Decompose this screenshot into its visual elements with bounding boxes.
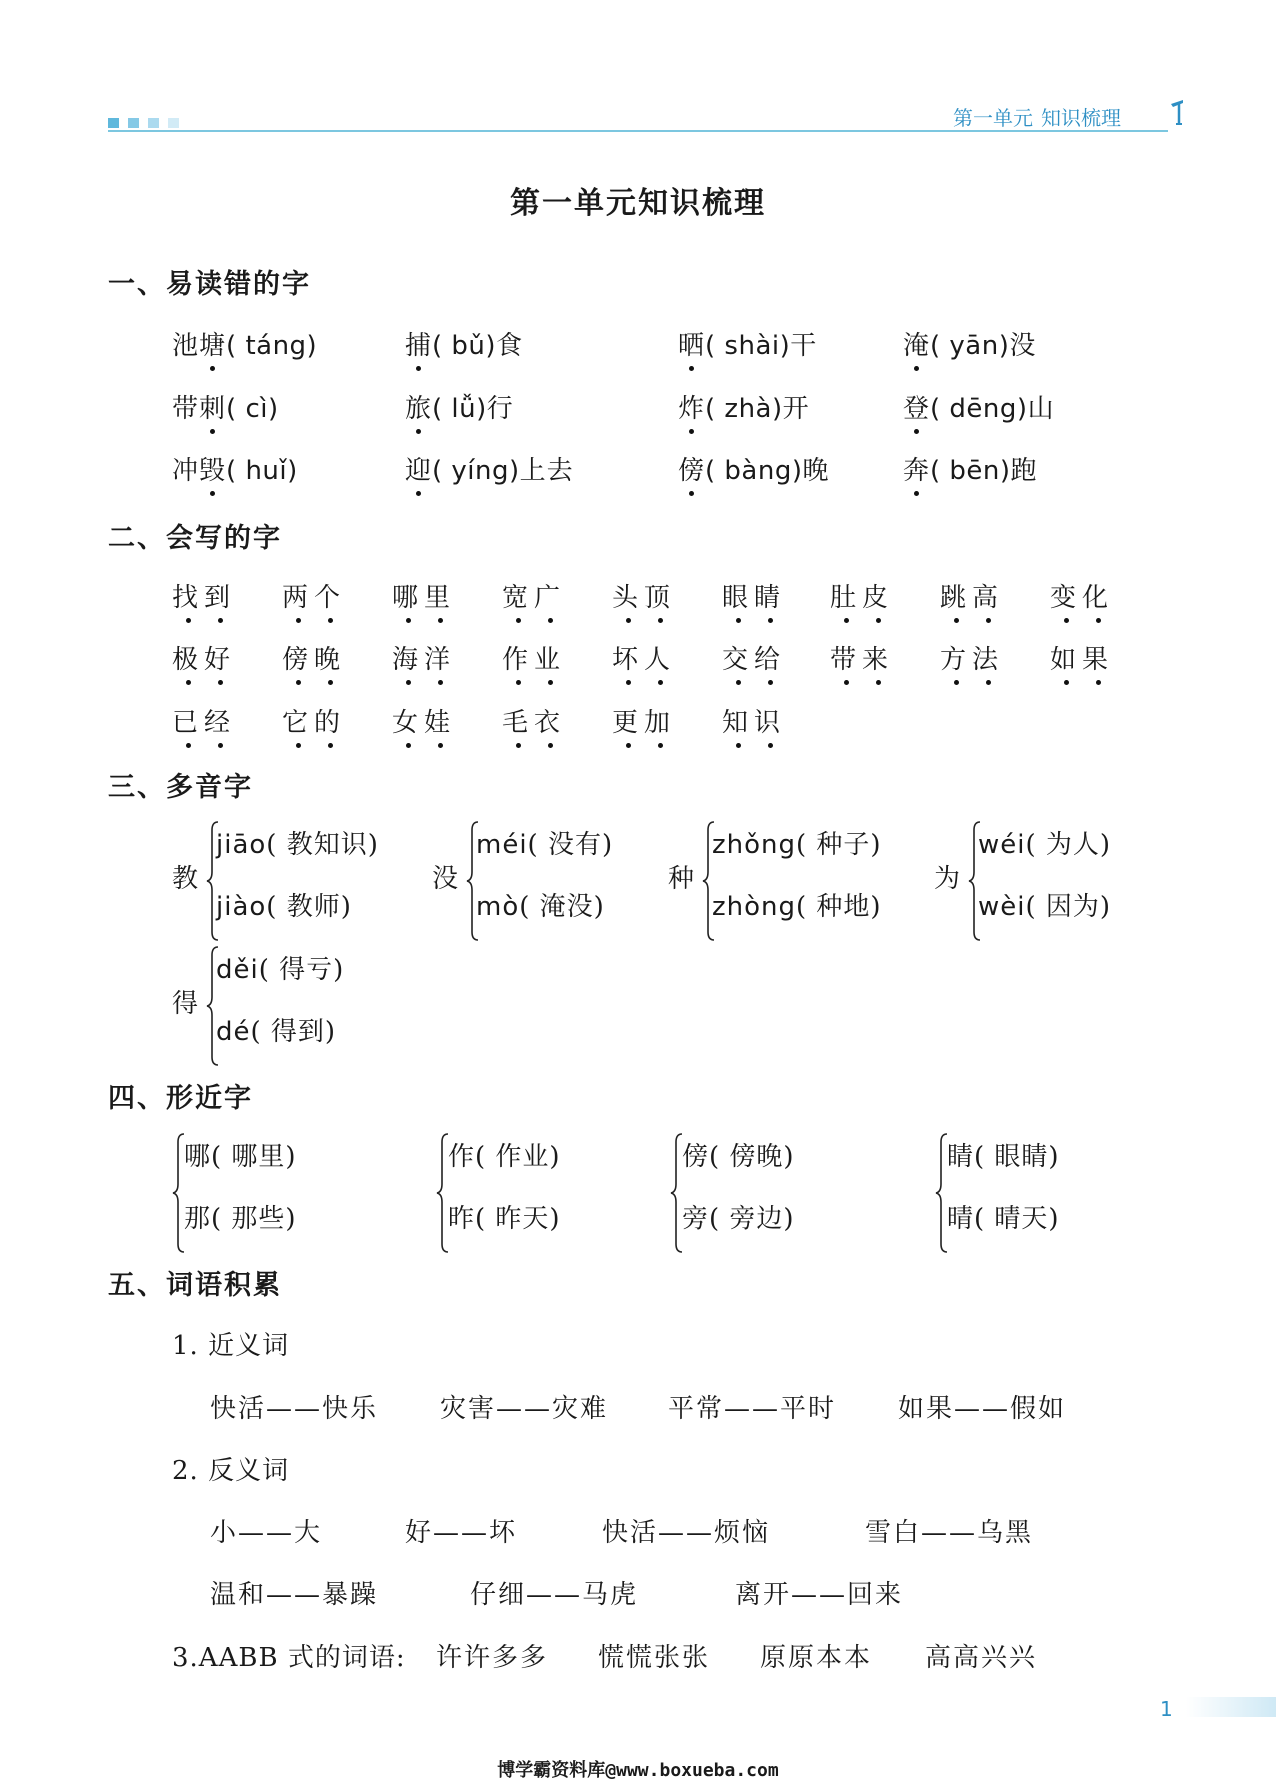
example-word: ( 因为): [1025, 892, 1112, 922]
example-word: ( 得到): [250, 1017, 337, 1047]
emphasized-char: 刺: [199, 388, 226, 425]
word-pair: 高高兴兴: [925, 1643, 1038, 1673]
pinyin: ( dēng): [930, 394, 1028, 424]
polyphone-option: [216, 886, 352, 923]
word-pair: 原原本本: [760, 1643, 873, 1673]
emphasized-char: 娃: [424, 702, 456, 739]
emphasized-char: 经: [204, 702, 236, 739]
emphasized-char: 极: [172, 639, 204, 676]
char-text: 带: [172, 394, 200, 424]
char-text: 山: [1027, 394, 1055, 424]
example-word: ( 种子): [796, 830, 882, 860]
pinyin: méi: [476, 830, 528, 860]
writing-word: [940, 639, 1004, 676]
pinyin: děi: [216, 955, 259, 985]
synonyms-subheading: 1. 近义词: [172, 1331, 290, 1361]
emphasized-char: 衣: [534, 702, 566, 739]
similar-char-item: 晴( 晴天): [947, 1204, 1060, 1234]
header-decoration: [108, 113, 188, 123]
pinyin: ( zhà): [705, 394, 783, 424]
emphasized-char: 迎: [405, 450, 432, 487]
misread-char-item: [678, 450, 830, 487]
emphasized-char: 睛: [754, 577, 786, 614]
pinyin: mò: [476, 892, 520, 922]
char-text: 池: [172, 331, 200, 361]
writing-word: [392, 702, 456, 739]
misread-char-item: [172, 325, 317, 362]
polyphone-group: [668, 820, 928, 940]
emphasized-char: 来: [862, 639, 894, 676]
word-pair: 如果——假如: [898, 1394, 1067, 1424]
emphasized-char: 傍: [678, 450, 705, 487]
writing-word: [940, 577, 1004, 614]
writing-word: [722, 639, 786, 676]
emphasized-char: 找: [172, 577, 204, 614]
page-number: 1: [1160, 1697, 1173, 1721]
footer-watermark: 博学霸资料库@www.boxueba.com: [497, 1760, 779, 1781]
char-text: 跑: [1010, 456, 1038, 486]
header-square: [168, 118, 179, 128]
aabb-subheading: 3.AABB 式的词语:: [172, 1643, 406, 1673]
word-pair: 小——大: [210, 1518, 323, 1548]
pinyin: ( yān): [930, 331, 1010, 361]
emphasized-char: 炸: [678, 388, 705, 425]
header-square: [128, 118, 139, 128]
misread-char-item: [903, 450, 1038, 487]
char-text: 行: [486, 394, 514, 424]
example-word: ( 为人): [1025, 830, 1112, 860]
emphasized-char: 顶: [644, 577, 676, 614]
emphasized-char: 好: [204, 639, 236, 676]
polyphone-option: [216, 1011, 336, 1048]
similar-char-item: 旁( 旁边): [682, 1204, 795, 1234]
polyphone-char: 教: [172, 864, 199, 894]
pinyin: ( táng): [226, 331, 318, 361]
writing-word: [282, 702, 346, 739]
emphasized-char: 识: [754, 702, 786, 739]
pinyin: zhǒng: [712, 830, 797, 860]
emphasized-char: 哪: [392, 577, 424, 614]
emphasized-char: 傍: [282, 639, 314, 676]
section-heading-2: 二、会写的字: [108, 523, 282, 554]
misread-char-item: [172, 450, 298, 487]
emphasized-char: 个: [314, 577, 346, 614]
word-pair: 灾害——灾难: [440, 1394, 609, 1424]
char-text: 食: [496, 331, 524, 361]
emphasized-char: 宽: [502, 577, 534, 614]
pinyin: ( bǔ): [432, 331, 497, 361]
writing-word: [392, 577, 456, 614]
example-word: ( 没有): [527, 830, 614, 860]
word-pair: 仔细——马虎: [470, 1580, 639, 1610]
writing-word: [502, 702, 566, 739]
header-square: [108, 118, 119, 128]
section-heading-5: 五、词语积累: [108, 1270, 282, 1301]
emphasized-char: 里: [424, 577, 456, 614]
emphasized-char: 作: [502, 639, 534, 676]
emphasized-char: 知: [722, 702, 754, 739]
polyphone-char: 种: [668, 864, 695, 894]
example-word: ( 教知识): [266, 830, 379, 860]
emphasized-char: 交: [722, 639, 754, 676]
misread-char-item: [903, 325, 1036, 362]
similar-chars-group: [670, 1132, 890, 1252]
emphasized-char: 带: [830, 639, 862, 676]
emphasized-char: 果: [1082, 639, 1114, 676]
emphasized-char: 晚: [314, 639, 346, 676]
similar-chars-group: [172, 1132, 392, 1252]
word-pair: 快活——快乐: [210, 1394, 379, 1424]
emphasized-char: 更: [612, 702, 644, 739]
emphasized-char: 高: [972, 577, 1004, 614]
polyphone-char: 为: [934, 864, 961, 894]
emphasized-char: 毛: [502, 702, 534, 739]
writing-word: [172, 639, 236, 676]
antonyms-subheading: 2. 反义词: [172, 1456, 290, 1486]
polyphone-char: 得: [172, 989, 199, 1019]
polyphone-option: [476, 886, 605, 923]
polyphone-option: [476, 824, 613, 861]
pinyin: ( yíng): [432, 456, 520, 486]
emphasized-char: 它: [282, 702, 314, 739]
emphasized-char: 化: [1082, 577, 1114, 614]
char-text: 没: [1009, 331, 1037, 361]
char-text: 干: [790, 331, 818, 361]
emphasized-char: 洋: [424, 639, 456, 676]
emphasized-char: 捕: [405, 325, 432, 362]
emphasized-char: 如: [1050, 639, 1082, 676]
emphasized-char: 晒: [678, 325, 705, 362]
writing-word: [282, 577, 346, 614]
misread-char-item: [405, 388, 514, 425]
emphasized-char: 加: [644, 702, 676, 739]
pinyin: zhòng: [712, 892, 797, 922]
page-title: 第一单元知识梳理: [510, 186, 766, 221]
emphasized-char: 人: [644, 639, 676, 676]
similar-char-item: 傍( 傍晚): [682, 1142, 795, 1172]
emphasized-char: 奔: [903, 450, 930, 487]
pinyin: ( shài): [705, 331, 791, 361]
pinyin: ( bàng): [705, 456, 803, 486]
char-text: 开: [782, 394, 810, 424]
emphasized-char: 海: [392, 639, 424, 676]
pinyin: ( huǐ): [226, 456, 298, 486]
emphasized-char: 方: [940, 639, 972, 676]
polyphone-option: [216, 824, 379, 861]
section-heading-1: 一、易读错的字: [108, 269, 311, 300]
emphasized-char: 女: [392, 702, 424, 739]
polyphone-option: [712, 824, 882, 861]
writing-word: [612, 639, 676, 676]
writing-word: [502, 639, 566, 676]
emphasized-char: 变: [1050, 577, 1082, 614]
header-unit-label: [953, 102, 1121, 131]
misread-char-item: [405, 325, 523, 362]
header-topic: 知识梳理: [1041, 106, 1121, 130]
example-word: ( 淹没): [519, 892, 605, 922]
polyphone-group: [934, 820, 1194, 940]
emphasized-char: 法: [972, 639, 1004, 676]
graduation-cap-icon: [1170, 98, 1184, 128]
misread-char-item: [678, 325, 817, 362]
similar-char-item: 昨( 昨天): [448, 1204, 561, 1234]
pinyin: ( bēn): [930, 456, 1011, 486]
emphasized-char: 的: [314, 702, 346, 739]
polyphone-group: [172, 820, 432, 940]
writing-word: [392, 639, 456, 676]
emphasized-char: 淹: [903, 325, 930, 362]
polyphone-option: [978, 824, 1111, 861]
writing-word: [722, 702, 786, 739]
char-text: 上去: [519, 456, 574, 486]
similar-char-item: 睛( 眼睛): [947, 1142, 1060, 1172]
writing-word: [612, 577, 676, 614]
word-pair: 好——坏: [405, 1518, 518, 1548]
emphasized-char: 皮: [862, 577, 894, 614]
word-pair: 离开——回来: [735, 1580, 904, 1610]
pinyin: wéi: [978, 830, 1026, 860]
emphasized-char: 头: [612, 577, 644, 614]
writing-word: [282, 639, 346, 676]
emphasized-char: 跳: [940, 577, 972, 614]
example-word: ( 得亏): [258, 955, 345, 985]
emphasized-char: 肚: [830, 577, 862, 614]
char-text: 冲: [172, 456, 200, 486]
example-word: ( 种地): [796, 892, 882, 922]
polyphone-option: [216, 949, 344, 986]
writing-word: [830, 577, 894, 614]
similar-chars-group: [436, 1132, 656, 1252]
polyphone-group: [432, 820, 695, 940]
emphasized-char: 业: [534, 639, 566, 676]
header-square: [148, 118, 159, 128]
writing-word: [172, 702, 236, 739]
word-pair: 快活——烦恼: [602, 1518, 771, 1548]
misread-char-item: [405, 450, 574, 487]
polyphone-option: [712, 886, 882, 923]
emphasized-char: 两: [282, 577, 314, 614]
pinyin: dé: [216, 1017, 251, 1047]
polyphone-option: [978, 886, 1111, 923]
emphasized-char: 到: [204, 577, 236, 614]
writing-word: [1050, 639, 1114, 676]
pinyin: ( cì): [226, 394, 279, 424]
emphasized-char: 塘: [199, 325, 226, 362]
misread-char-item: [903, 388, 1055, 425]
page-number-bar: [1186, 1697, 1276, 1717]
word-pair: 温和——暴躁: [210, 1580, 379, 1610]
emphasized-char: 登: [903, 388, 930, 425]
emphasized-char: 已: [172, 702, 204, 739]
emphasized-char: 广: [534, 577, 566, 614]
writing-word: [612, 702, 676, 739]
similar-char-item: 哪( 哪里): [184, 1142, 297, 1172]
emphasized-char: 眼: [722, 577, 754, 614]
section-heading-3: 三、多音字: [108, 772, 253, 803]
emphasized-char: 给: [754, 639, 786, 676]
pinyin: jiào: [216, 892, 267, 922]
emphasized-char: 毁: [199, 450, 226, 487]
similar-char-item: 作( 作业): [448, 1142, 561, 1172]
section-heading-4: 四、形近字: [108, 1083, 253, 1114]
writing-word: [172, 577, 236, 614]
char-text: 晚: [802, 456, 830, 486]
polyphone-char: 没: [432, 864, 459, 894]
writing-word: [1050, 577, 1114, 614]
writing-word: [502, 577, 566, 614]
misread-char-item: [678, 388, 810, 425]
word-pair: 许许多多: [436, 1643, 549, 1673]
example-word: ( 教师): [266, 892, 352, 922]
word-pair: 慌慌张张: [598, 1643, 711, 1673]
similar-chars-group: [935, 1132, 1155, 1252]
word-pair: 平常——平时: [668, 1394, 837, 1424]
pinyin: jiāo: [216, 830, 267, 860]
similar-char-item: 那( 那些): [184, 1204, 297, 1234]
pinyin: ( lǚ): [432, 394, 487, 424]
word-pair: 雪白——乌黑: [865, 1518, 1034, 1548]
emphasized-char: 坏: [612, 639, 644, 676]
header-unit: 第一单元: [953, 106, 1033, 130]
writing-word: [722, 577, 786, 614]
writing-word: [830, 639, 894, 676]
pinyin: wèi: [978, 892, 1026, 922]
emphasized-char: 旅: [405, 388, 432, 425]
polyphone-group: [172, 945, 432, 1065]
misread-char-item: [172, 388, 279, 425]
